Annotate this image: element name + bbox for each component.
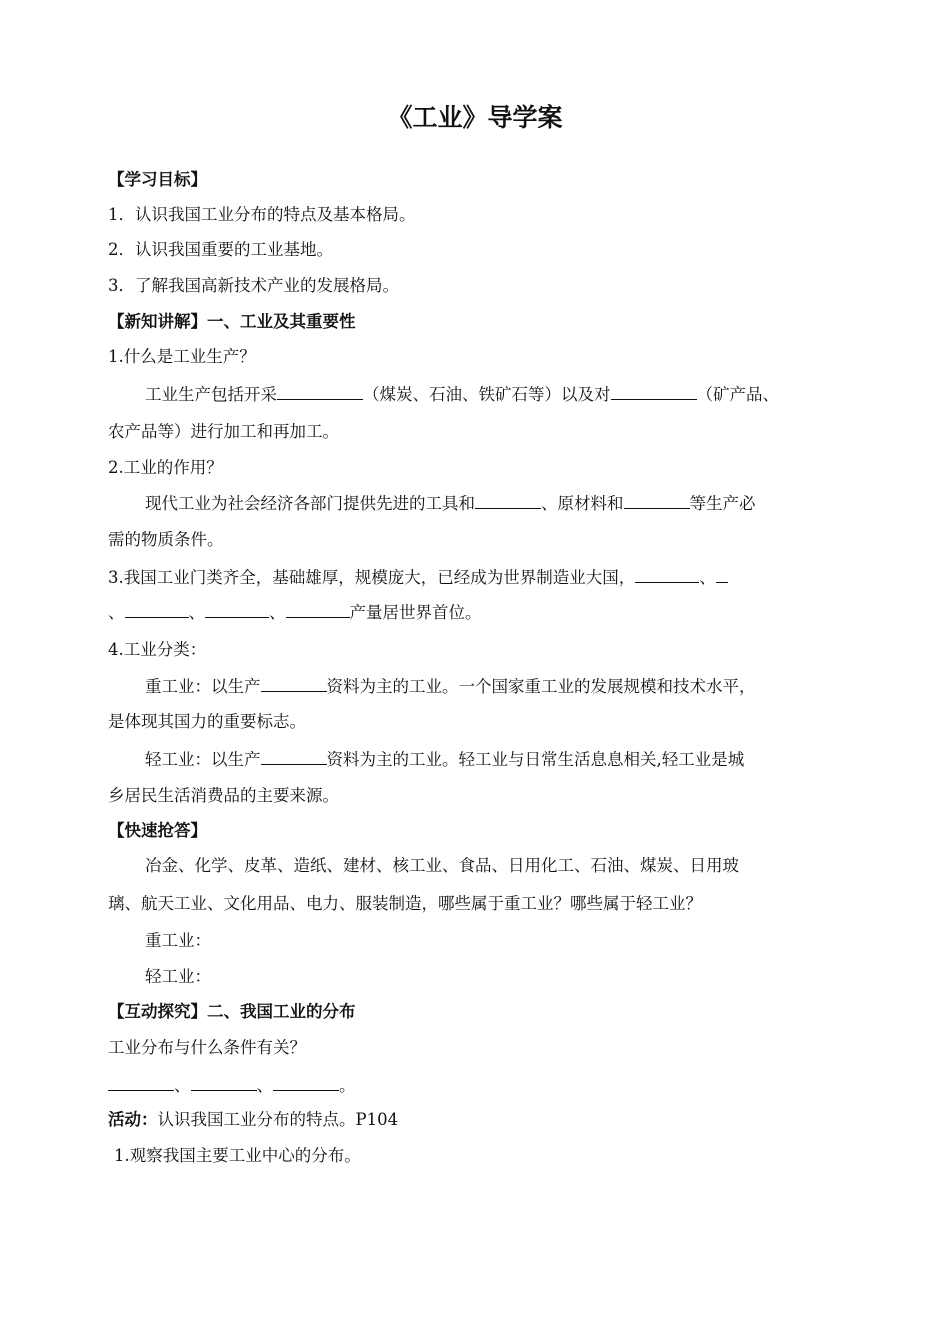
question-3-text: 3.我国工业门类齐全，基础雄厚，规模庞大，已经成为世界制造业大国， xyxy=(108,568,636,587)
activity-line xyxy=(108,1109,398,1131)
question-3-line xyxy=(108,566,728,589)
answer-1-line xyxy=(145,383,779,406)
quick-question-line: 冶金、化学、皮革、造纸、建材、核工业、食品、日用化工、石油、煤炭、日用玻 xyxy=(145,856,739,875)
fill-blank[interactable] xyxy=(205,601,269,618)
fill-blank[interactable] xyxy=(125,601,189,618)
activity-step-1: 1.观察我国主要工业中心的分布。 xyxy=(114,1146,361,1165)
question-4: 4.工业分类： xyxy=(108,640,207,659)
fill-blank[interactable] xyxy=(716,566,728,583)
objective-item: 1．认识我国工业分布的特点及基本格局。 xyxy=(108,205,416,224)
answer-2-cont: 需的物质条件。 xyxy=(108,530,224,549)
fill-blank[interactable] xyxy=(273,1074,339,1091)
separator: 、 xyxy=(188,603,205,622)
heavy-industry-cont: 是体现其国力的重要标志。 xyxy=(108,712,306,731)
fill-blank[interactable] xyxy=(261,748,327,765)
separator: 、 xyxy=(174,1076,191,1095)
light-industry-line xyxy=(145,748,744,771)
heavy-text-a: 重工业：以生产 xyxy=(145,677,261,696)
period: 。 xyxy=(339,1076,356,1095)
answer-1-text-c: （矿产品、 xyxy=(696,385,779,404)
objective-item: 2．认识我国重要的工业基地。 xyxy=(108,240,333,259)
fill-blank[interactable] xyxy=(635,566,699,583)
fill-blank[interactable] xyxy=(624,492,690,509)
heavy-industry-line xyxy=(145,675,756,698)
fill-blank[interactable] xyxy=(611,383,697,400)
answer-2-text-a: 现代工业为社会经济各部门提供先进的工具和 xyxy=(145,494,475,513)
light-text-a: 轻工业：以生产 xyxy=(145,750,261,769)
quick-heavy-answer: 重工业： xyxy=(145,931,211,950)
objective-item: 3．了解我国高新技术产业的发展格局。 xyxy=(108,276,399,295)
fill-blank[interactable] xyxy=(277,383,363,400)
answer-1-text-b: （煤炭、石油、铁矿石等）以及对 xyxy=(363,385,611,404)
question-2: 2.工业的作用？ xyxy=(108,458,223,477)
answer-1-cont: 农产品等）进行加工和再加工。 xyxy=(108,422,339,441)
quick-question-cont: 璃、航天工业、文化用品、电力、服装制造，哪些属于重工业？哪些属于轻工业？ xyxy=(108,894,702,913)
explore-blanks xyxy=(108,1074,356,1097)
quick-header: 【快速抢答】 xyxy=(108,821,207,840)
question-3-cont xyxy=(108,601,482,624)
lecture-header: 【新知讲解】一、工业及其重要性 xyxy=(108,312,356,331)
separator: 、 xyxy=(699,568,716,587)
answer-1-text-a: 工业生产包括开采 xyxy=(145,385,277,404)
separator: 、 xyxy=(108,603,125,622)
activity-label: 活动： xyxy=(108,1110,158,1129)
fill-blank[interactable] xyxy=(191,1074,257,1091)
fill-blank[interactable] xyxy=(261,675,327,692)
objectives-header: 【学习目标】 xyxy=(108,170,207,189)
separator: 、 xyxy=(256,1076,273,1095)
fill-blank[interactable] xyxy=(286,601,350,618)
light-text-b: 资料为主的工业。轻工业与日常生活息息相关,轻工业是城 xyxy=(326,750,745,769)
activity-text: 认识我国工业分布的特点。P104 xyxy=(157,1110,399,1129)
fill-blank[interactable] xyxy=(475,492,541,509)
answer-2-text-b: 、原材料和 xyxy=(541,494,624,513)
explore-header: 【互动探究】二、我国工业的分布 xyxy=(108,1002,356,1021)
question-1: 1.什么是工业生产？ xyxy=(108,347,256,366)
question-3-end: 产量居世界首位。 xyxy=(349,603,482,622)
heavy-text-b: 资料为主的工业。一个国家重工业的发展规模和技术水平， xyxy=(326,677,756,696)
light-industry-cont: 乡居民生活消费品的主要来源。 xyxy=(108,786,339,805)
answer-2-line xyxy=(145,492,756,515)
explore-question: 工业分布与什么条件有关？ xyxy=(108,1038,306,1057)
quick-light-answer: 轻工业： xyxy=(145,967,211,986)
fill-blank[interactable] xyxy=(108,1074,174,1091)
page-title: 《工业》导学案 xyxy=(387,103,563,132)
answer-2-text-c: 等生产必 xyxy=(689,494,756,513)
separator: 、 xyxy=(269,603,286,622)
